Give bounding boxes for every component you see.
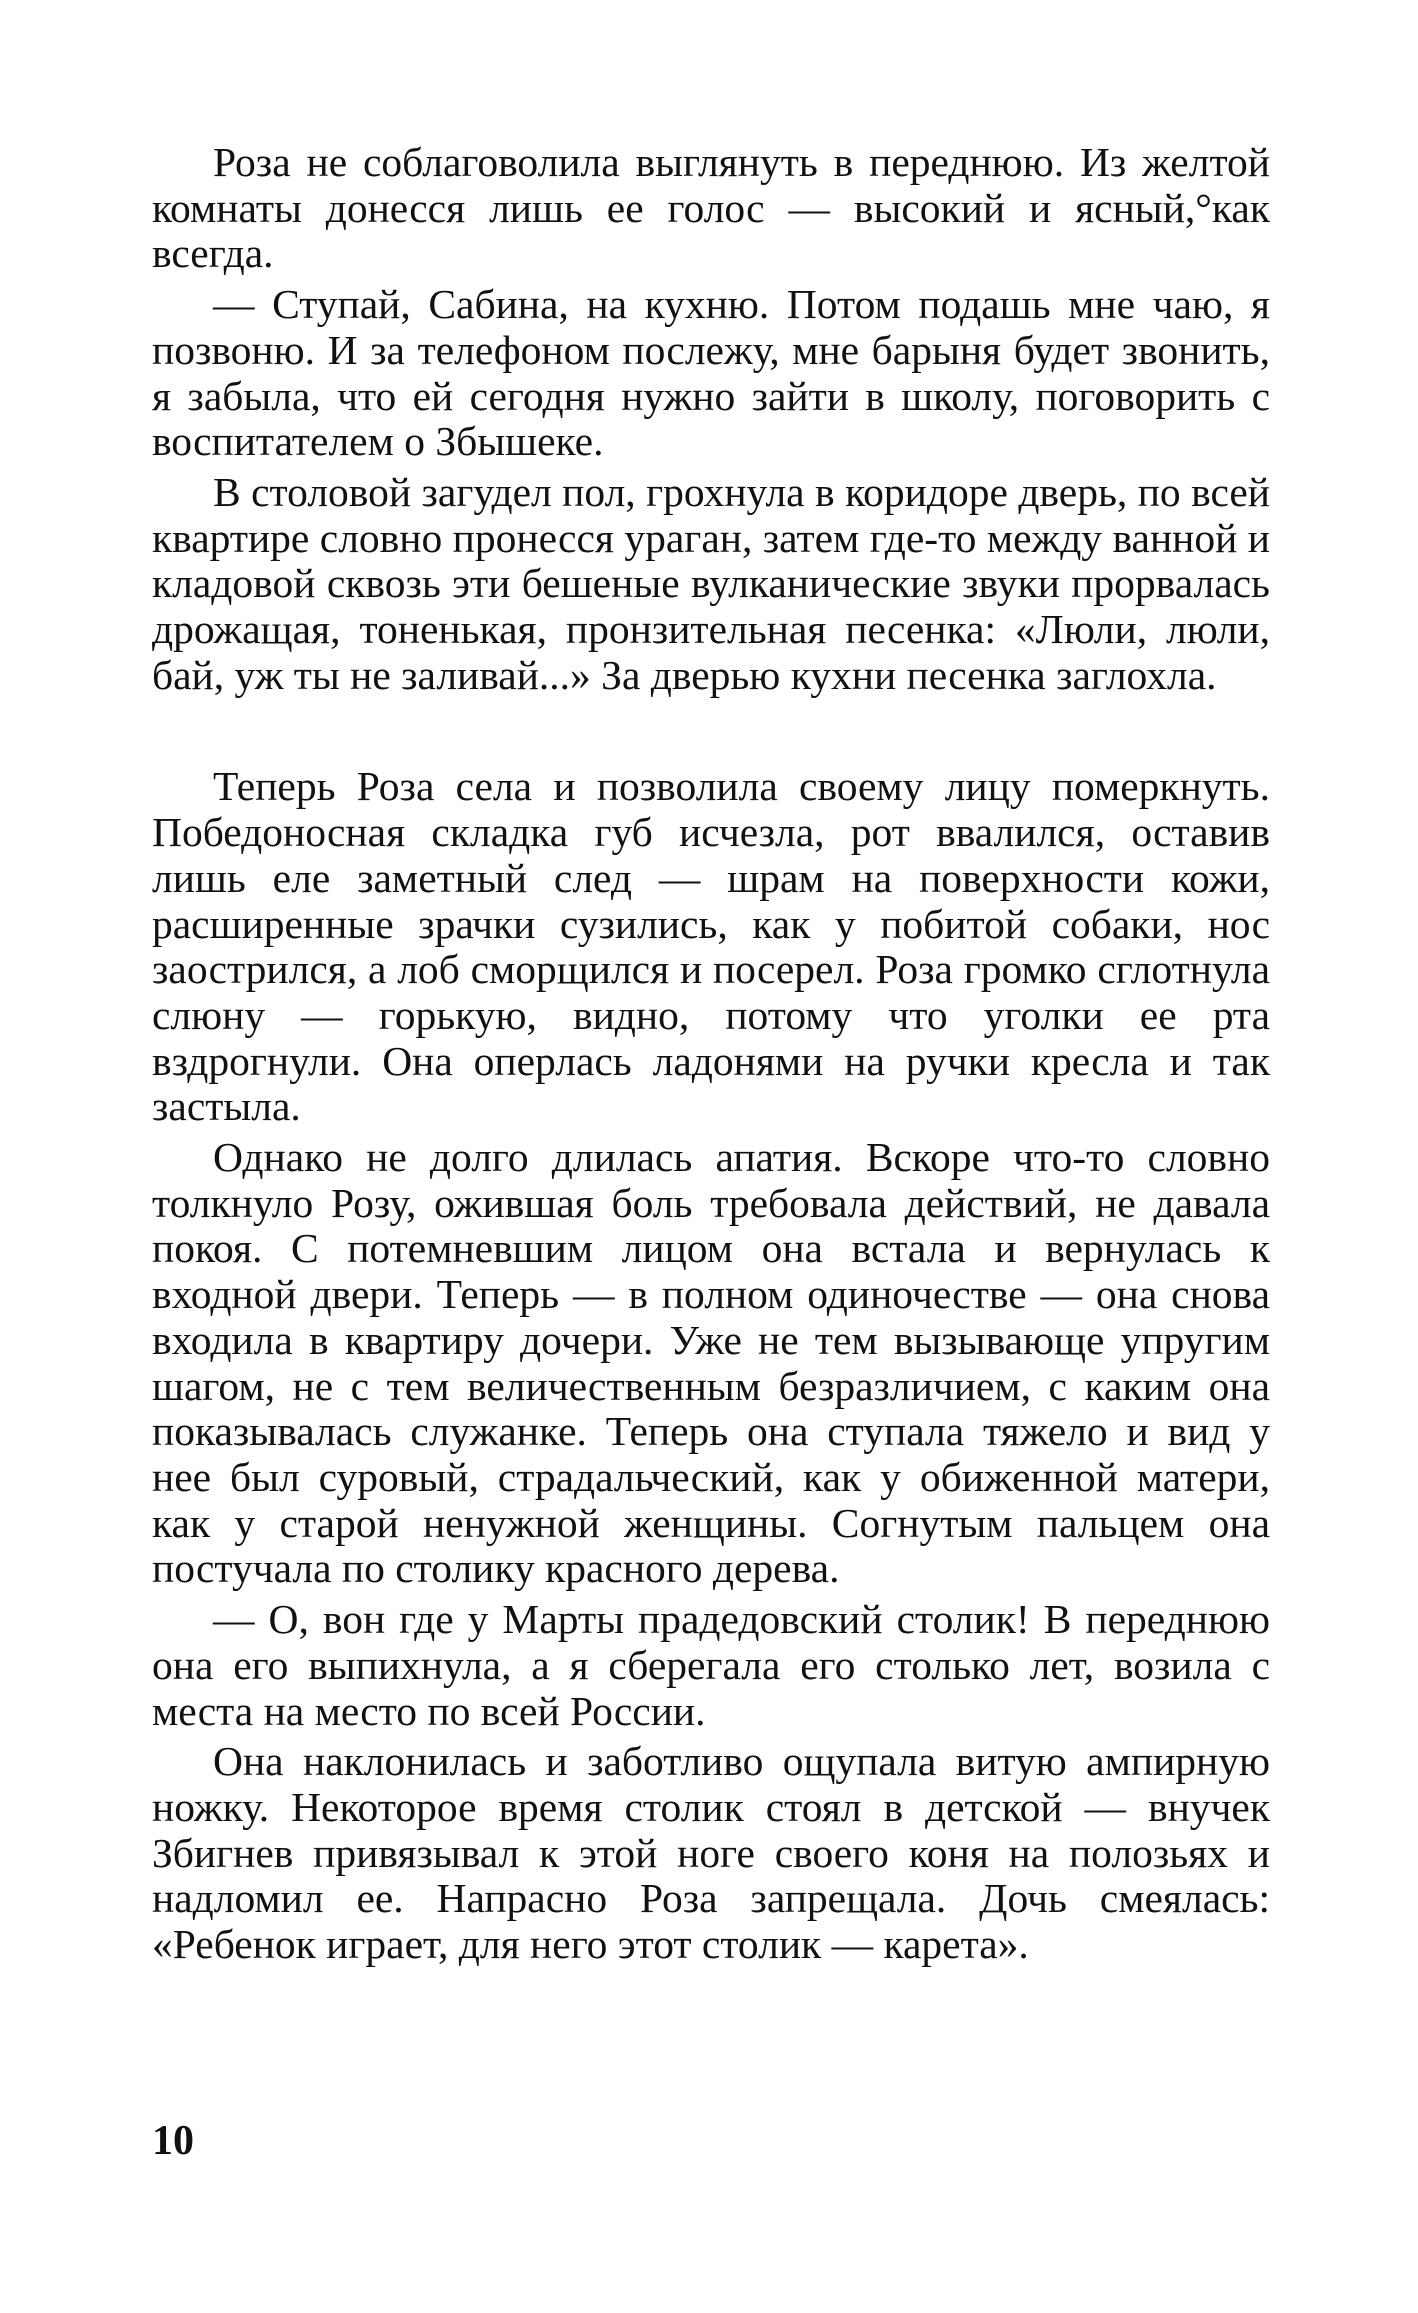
section-break <box>152 698 1270 764</box>
page-number: 10 <box>152 2118 194 2164</box>
paragraph-1: Роза не соблаговолила выглянуть в переднюю. Из желтой комнаты донесся лишь ее голос — высокий и ясный,°как всегда. <box>152 139 1270 277</box>
book-page <box>152 140 1270 2280</box>
paragraph-3: В столовой загудел пол, грохнула в коридоре дверь, по всей квартире словно пронесся ураган, затем где-то между ванной и кладовой сквозь эти бешеные вулканические звуки прорвалась дрожащая, тоненькая, пронзительная песенка: «Люли, люли, бай, уж ты не заливай...» За дверью кухни песенка заглохла. <box>152 468 1270 698</box>
paragraph-5: Однако не долго длилась апатия. Вскоре что-то словно толкнуло Розу, ожившая боль требовала действий, не давала покоя. С потемневшим лицом она встала и вернулась к входной двери. Теперь — в полном одиночестве — она снова входила в квартиру дочери. Уже не тем вызывающе упругим шагом, не с тем величественным безразличием, с каким она показывалась служанке. Теперь она ступала тяжело и вид у нее был суровый, страдальческий, как у обиженной матери, как у старой ненужной женщины. Согнутым пальцем она постучала по столику красного дерева. <box>152 1134 1270 1592</box>
paragraph-4: Теперь Роза села и позволила своему лицу померкнуть. Победоносная складка губ исчезла, рот ввалился, оставив лишь еле заметный след — шрам на поверхности кожи, расширенные зрачки сузились, как у побитой собаки, нос заострился, а лоб сморщился и посерел. Роза громко сглотнула слюну — горькую, видно, потому что уголки ее рта вздрогнули. Она оперлась ладонями на ручки кресла и так застыла. <box>152 763 1270 1130</box>
paragraph-2: — Ступай, Сабина, на кухню. Потом подашь мне чаю, я позвоню. И за телефоном послежу, мне барыня будет звонить, я забыла, что ей сегодня нужно зайти в школу, поговорить с воспитателем о Збышеке. <box>152 281 1270 465</box>
paragraph-6: — О, вон где у Марты прадедовский столик! В переднюю она его выпихнула, а я сберегала его столько лет, возила с места на место по всей России. <box>152 1596 1270 1734</box>
paragraph-7: Она наклонилась и заботливо ощупала витую ампирную ножку. Некоторое время столик стоял в детской — внучек Збигнев привязывал к этой ноге своего коня на полозьях и надломил ее. Напрасно Роза запрещала. Дочь смеялась: «Ребенок играет, для него этот столик — карета». <box>152 1738 1270 1968</box>
